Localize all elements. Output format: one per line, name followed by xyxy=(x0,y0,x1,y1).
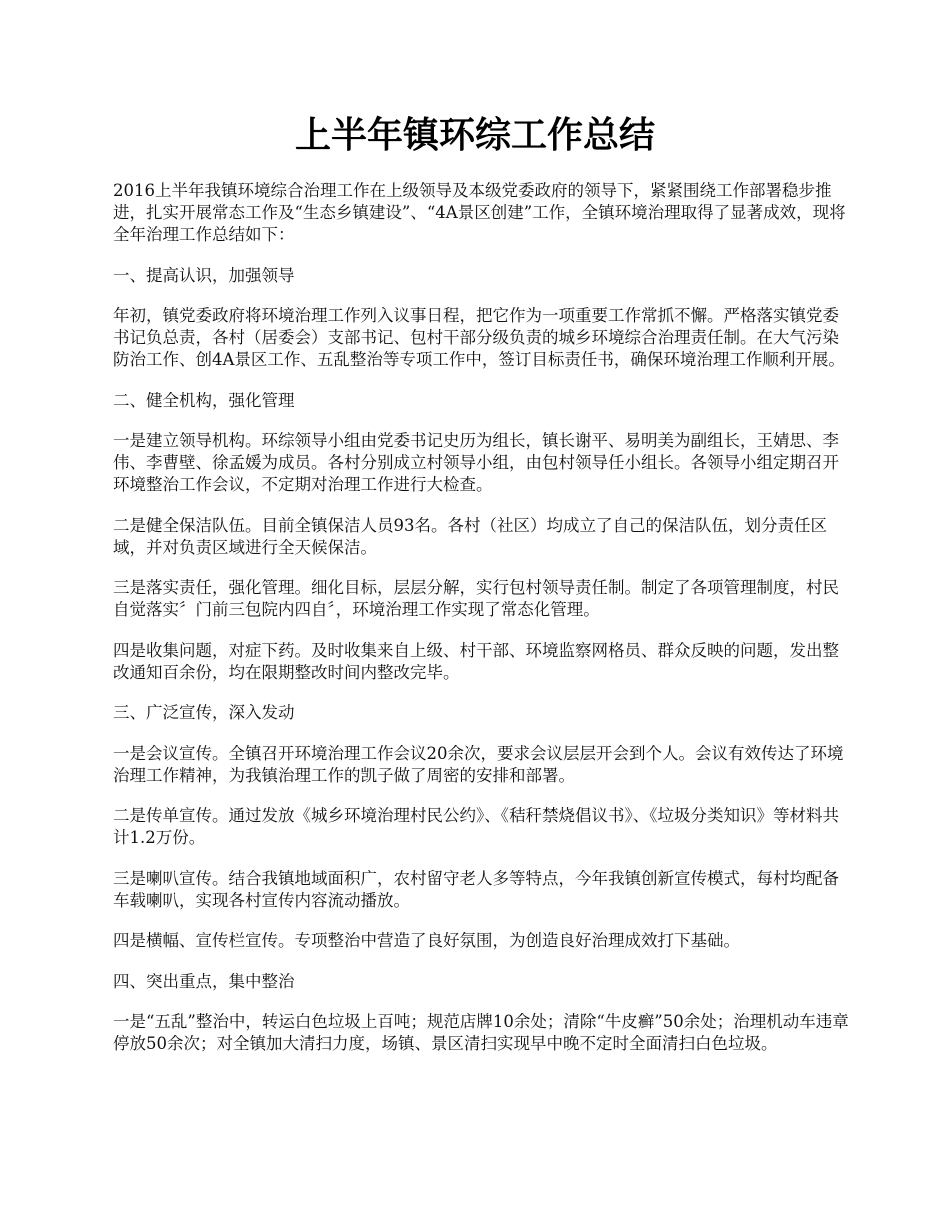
document-title: 上半年镇环综工作总结 xyxy=(294,115,655,156)
section-heading: 一、提高认识，加强领导 xyxy=(113,265,295,285)
body-paragraph: 四是收集问题，对症下药。及时收集来自上级、村干部、环境监察网格员、群众反映的问题，发出整改通知百余份，均在限期整改时间内整改完毕。 xyxy=(113,640,839,682)
section-heading: 二、健全机构，强化管理 xyxy=(113,390,295,410)
body-paragraph: 年初，镇党委政府将环境治理工作列入议事日程，把它作为一项重要工作常抓不懈。严格落实镇党委书记负总责，各村（居委会）支部书记、包村干部分级负责的城乡环境综合治理责任制。在大气污染防治工作、创4A景区工作、五乱整治等专项工作中，签订目标责任书，确保环境治理工作顺利开展。 xyxy=(113,306,845,369)
section-heading: 三、广泛宣传，深入发动 xyxy=(113,703,295,722)
body-paragraph: 二是传单宣传。通过发放《城乡环境治理村民公约》、《秸秆禁烧倡议书》、《垃圾分类知识》等材料共计1.2万份。 xyxy=(113,806,839,847)
body-paragraph: 二是健全保洁队伍。目前全镇保洁人员93名。各村（社区）均成立了自己的保洁队伍，划分责任区域，并对负责区域进行全天候保洁。 xyxy=(113,515,827,557)
body-paragraph: 三是喇叭宣传。结合我镇地域面积广，农村留守老人多等特点，今年我镇创新宣传模式，每村均配备车载喇叭，实现各村宣传内容流动播放。 xyxy=(113,868,839,910)
body-paragraph: 一是建立领导机构。环综领导小组由党委书记史历为组长，镇长谢平、易明美为副组长，王婧思、李伟、李曹壁、徐孟媛为成员。各村分别成立村领导小组，由包村领导任小组长。各领导小组定期召开环境整治工作会议，不定期对治理工作进行大检查。 xyxy=(113,431,839,494)
body-paragraph: 一是会议宣传。全镇召开环境治理工作会议20余次，要求会议层层开会到个人。会议有效传达了环境治理工作精神，为我镇治理工作的凯子做了周密的安排和部署。 xyxy=(113,743,844,785)
document-body xyxy=(113,180,853,1074)
body-paragraph: 四是横幅、宣传栏宣传。专项整治中营造了良好氛围，为创造良好治理成效打下基础。 xyxy=(113,931,740,950)
section-heading: 四、突出重点，集中整治 xyxy=(113,971,295,991)
body-paragraph: 一是“五乱”整治中，转运白色垃圾上百吨；规范店牌10余处；清除“牛皮癣”50余处；治理机动车违章停放50余次；对全镇加大清扫力度，场镇、景区清扫实现早中晚不定时全面清扫白色垃圾。 xyxy=(113,1012,849,1053)
intro-paragraph: 2016上半年我镇环境综合治理工作在上级领导及本级党委政府的领导下，紧紧围绕工作部署稳步推进，扎实开展常态工作及“生态乡镇建设”、“4A景区创建”工作，全镇环境治理取得了显著成效，现将全年治理工作总结如下： xyxy=(113,181,846,244)
body-paragraph: 三是落实责任，强化管理。细化目标，层层分解，实行包村领导责任制。制定了各项管理制度，村民自觉落实〞门前三包院内四自〞，环境治理工作实现了常态化管理。 xyxy=(113,578,839,619)
